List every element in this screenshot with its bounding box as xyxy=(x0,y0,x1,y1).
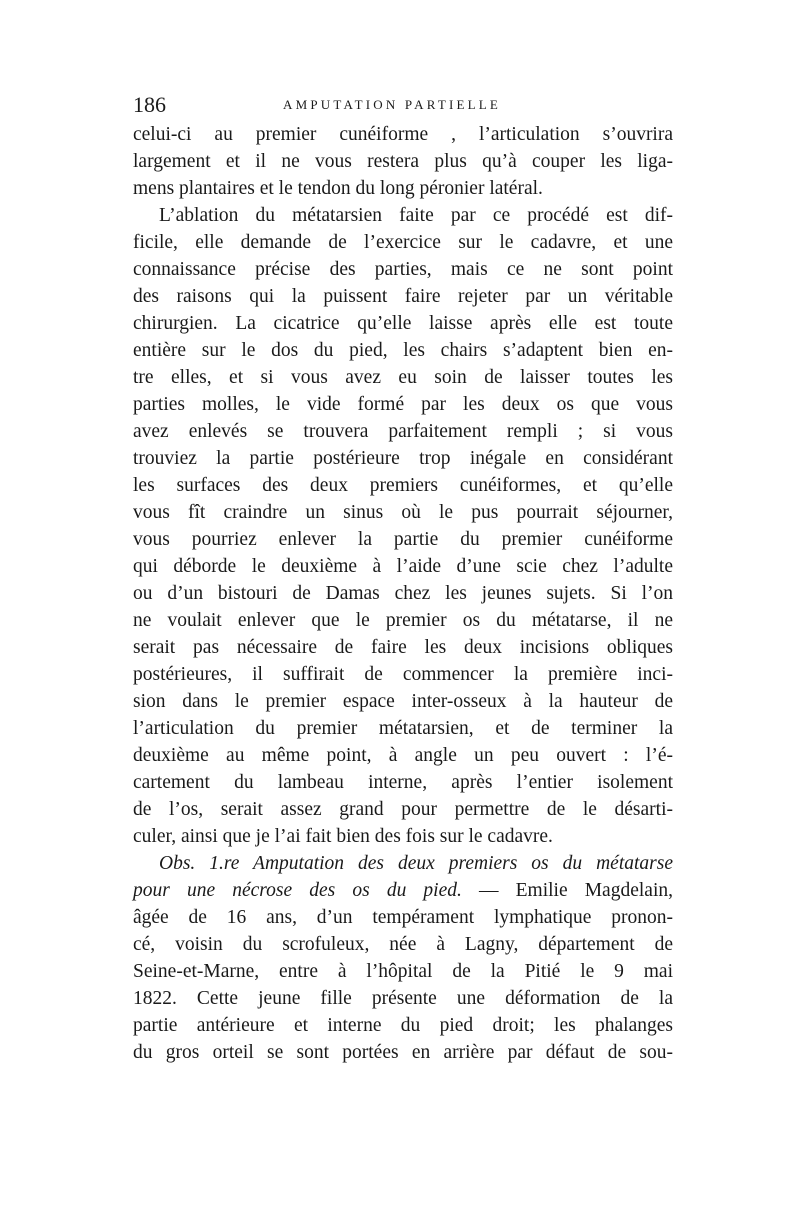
text-line: ne voulait enlever que le premier os du métatarse, il ne xyxy=(133,610,673,631)
text-line: postérieures, il suffirait de commencer la première inci- xyxy=(133,664,673,685)
text-line: du gros orteil se sont portées en arrière par défaut de sou- xyxy=(133,1042,673,1063)
text-line: âgée de 16 ans, d’un tempérament lymphatique pronon- xyxy=(133,907,673,928)
text-line: ou d’un bistouri de Damas chez les jeunes sujets. Si l’on xyxy=(133,583,673,604)
text-line: de l’os, serait assez grand pour permettre de le désarti- xyxy=(133,799,673,820)
text-line: mens plantaires et le tendon du long péronier latéral. xyxy=(133,178,543,199)
observation-subheading xyxy=(133,877,673,904)
text-line: partie antérieure et interne du pied droit; les phalanges xyxy=(133,1015,673,1036)
observation-subtitle: pour une nécrose des os du pied. xyxy=(133,880,462,901)
text-line: connaissance précise des parties, mais ce ne sont point xyxy=(133,259,673,280)
text-line: largement et il ne vous restera plus qu’à couper les liga- xyxy=(133,151,673,172)
page-number: 186 xyxy=(133,92,166,117)
text-line: deuxième au même point, à angle un peu ouvert : l’é- xyxy=(133,745,673,766)
text-line: tre elles, et si vous avez eu soin de laisser toutes les xyxy=(133,367,673,388)
text-line: trouviez la partie postérieure trop inégale en considérant xyxy=(133,448,673,469)
text-line: Seine-et-Marne, entre à l’hôpital de la Pitié le 9 mai xyxy=(133,961,673,982)
text-line: les surfaces des deux premiers cunéiformes, et qu’elle xyxy=(133,475,673,496)
text-line: 1822. Cette jeune fille présente une déformation de la xyxy=(133,988,673,1009)
running-head: AMPUTATION PARTIELLE xyxy=(283,97,502,112)
page-header xyxy=(133,93,673,117)
text-line: culer, ainsi que je l’ai fait bien des fois sur le cadavre. xyxy=(133,826,553,847)
text-line: avez enlevés se trouvera parfaitement rempli ; si vous xyxy=(133,421,673,442)
text-line: serait pas nécessaire de faire les deux incisions obliques xyxy=(133,637,673,658)
text-line: vous pourriez enlever la partie du premier cunéiforme xyxy=(133,529,673,550)
text-line: entière sur le dos du pied, les chairs s’adaptent bien en- xyxy=(133,340,673,361)
text-line: chirurgien. La cicatrice qu’elle laisse après elle est toute xyxy=(133,313,673,334)
text-line: ficile, elle demande de l’exercice sur le cadavre, et une xyxy=(133,232,673,253)
patient-name: — Emilie Magdelain, xyxy=(461,880,673,901)
text-line: sion dans le premier espace inter-osseux à la hauteur de xyxy=(133,691,673,712)
text-line: cé, voisin du scrofuleux, née à Lagny, département de xyxy=(133,934,673,955)
text-line: qui déborde le deuxième à l’aide d’une scie chez l’adulte xyxy=(133,556,673,577)
text-line: cartement du lambeau interne, après l’entier isolement xyxy=(133,772,673,793)
text-line: l’articulation du premier métatarsien, et de terminer la xyxy=(133,718,673,739)
text-line: vous fît craindre un sinus où le pus pourrait séjourner, xyxy=(133,502,673,523)
paragraph-start-line: L’ablation du métatarsien faite par ce procédé est dif- xyxy=(159,205,673,226)
text-line: parties molles, le vide formé par les deux os que vous xyxy=(133,394,673,415)
body-text xyxy=(133,121,673,1066)
observation-heading: Obs. 1.re Amputation des deux premiers os du métatarse xyxy=(159,853,673,874)
text-line: celui-ci au premier cunéiforme , l’articulation s’ouvrira xyxy=(133,124,673,145)
text-line: des raisons qui la puissent faire rejeter par un véritable xyxy=(133,286,673,307)
